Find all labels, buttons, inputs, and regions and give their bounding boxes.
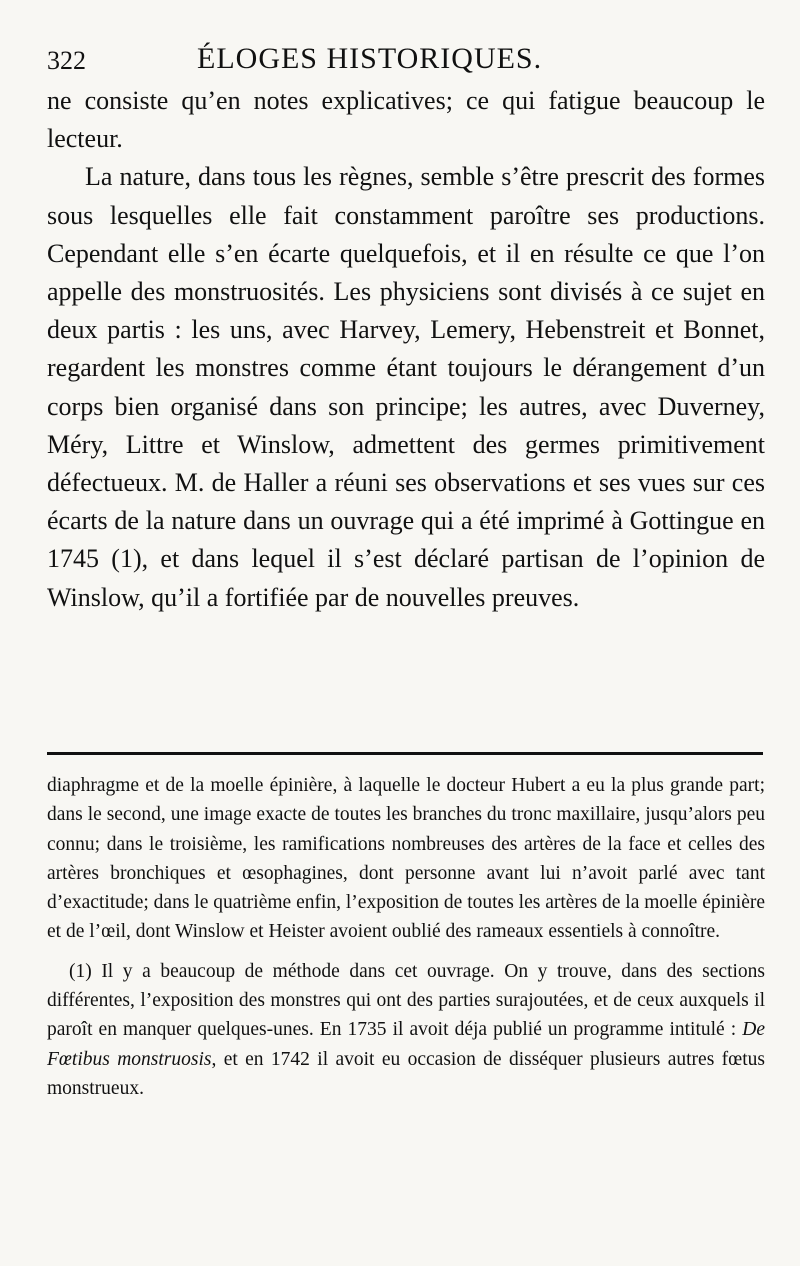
main-text <box>47 82 765 617</box>
continued-note: diaphragme et de la moelle épinière, à laquelle le docteur Hubert a eu la plus grande part; dans le second, une image exacte de toutes les branches du tronc maxillaire, jusqu’alors peu connu; dans le troisième, les ramifications nombreuses des artères de la face et celles des artères bronchiques et œsophagines, dont personne avant lui n’avoit parlé avec tant d’exactitude; dans le quatrième enfin, l’exposition de toutes les artères de la moelle épinière et de l’œil, dont Winslow et Heister avoient oublié des rameaux essentiels à connoître. <box>47 775 765 943</box>
footnote-1-end: , et en 1742 il avoit eu occasion de disséquer plusieurs autres fœtus monstrueux. <box>47 1048 765 1099</box>
footnote-1-start: (1) Il y a beaucoup de méthode dans cet ouvrage. On y trouve, dans des sections différentes, l’exposition des monstres qui ont des parties surajoutées, et de ceux auxquels il paroît en manquer quelques-unes. En 1735 il avoit déja publié un programme intitulé : <box>47 960 765 1041</box>
footnote-1 <box>47 957 765 1103</box>
running-title: ÉLOGES HISTORIQUES. <box>197 42 543 75</box>
footnotes <box>47 771 765 1103</box>
page-header <box>47 42 747 78</box>
footnote-separator-rule <box>47 752 763 755</box>
page-number: 322 <box>47 46 86 75</box>
body-paragraph: La nature, dans tous les règnes, semble s’être prescrit des formes sous lesquelles elle fait constamment paroître ses productions. Cependant elle s’en écarte quelquefois, et il en résulte ce que l’on appelle des monstruosités. Les physiciens sont divisés à ce sujet en deux partis : les uns, avec Harvey, Lemery, Hebenstreit et Bonnet, regardent les monstres comme étant toujours le dérangement d’un corps bien organisé dans son principe; les autres, avec Duverney, Méry, Littre et Winslow, admettent des germes primitivement défectueux. M. de Haller a réuni ses observations et ses vues sur ces écarts de la nature dans un ouvrage qui a été imprimé à Gottingue en 1745 (1), et dans lequel il s’est déclaré partisan de l’opinion de Winslow, qu’il a fortifiée par de nouvelles preuves. <box>47 162 765 612</box>
continuation-paragraph: ne consiste qu’en notes explicatives; ce qui fatigue beaucoup le lecteur. <box>47 86 765 154</box>
footnote-1-title: De Fœtibus monstruosis <box>47 1019 766 1070</box>
